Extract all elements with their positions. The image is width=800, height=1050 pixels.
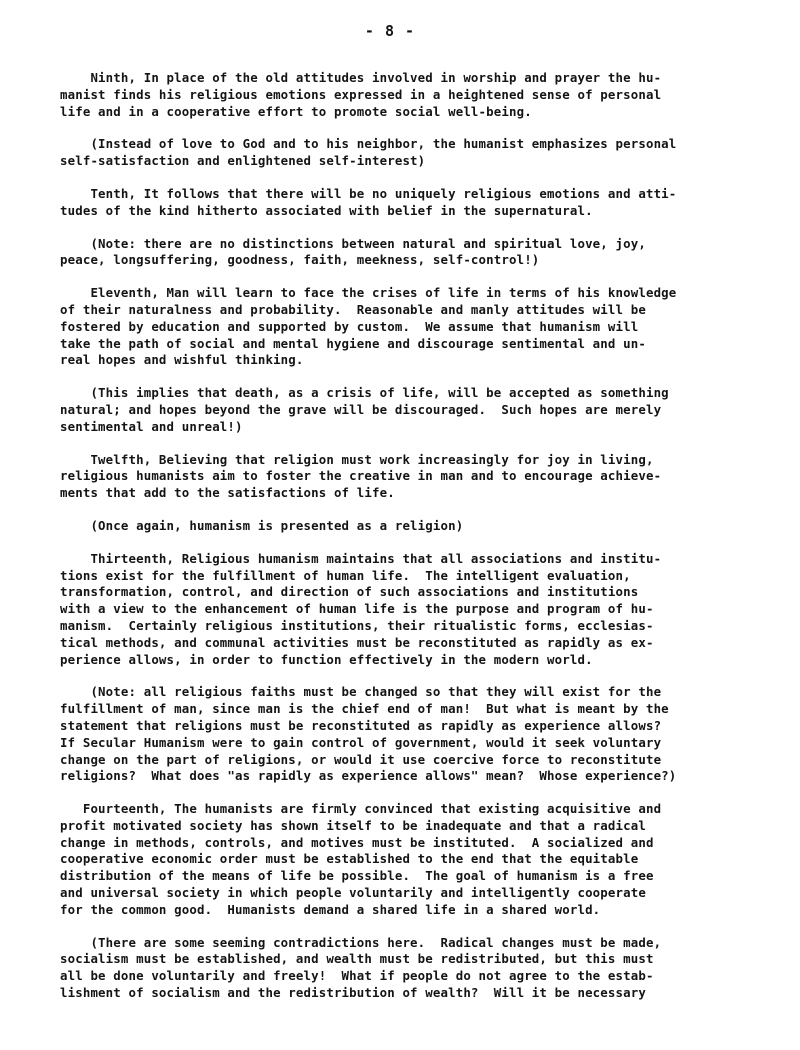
text-line: life and in a cooperative effort to promote social well-being.	[60, 103, 532, 119]
text-line: (Note: there are no distinctions between natural and spiritual love, joy,	[60, 235, 646, 251]
text-line: transformation, control, and direction of such associations and institutions	[60, 584, 639, 600]
text-line: of their naturalness and probability. Reasonable and manly attitudes will be	[60, 301, 646, 317]
text-line: tions exist for the fulfillment of human life. The intelligent evaluation,	[60, 567, 631, 583]
paragraph	[60, 801, 720, 919]
text-line: cooperative economic order must be established to the end that the equitable	[60, 851, 639, 867]
text-line: (There are some seeming contradictions here. Radical changes must be made,	[60, 934, 662, 950]
text-line: distribution of the means of life be possible. The goal of humanism is a free	[60, 868, 654, 884]
text-line: profit motivated society has shown itself to be inadequate and that a radical	[60, 817, 646, 833]
paragraph	[60, 70, 720, 120]
text-line: religions? What does "as rapidly as experience allows" mean? Whose experience?)	[60, 768, 677, 784]
text-line: real hopes and wishful thinking.	[60, 352, 304, 368]
text-line: (Once again, humanism is presented as a religion)	[60, 517, 464, 533]
text-line: fulfillment of man, since man is the chief end of man! But what is meant by the	[60, 701, 669, 717]
text-line: take the path of social and mental hygiene and discourage sentimental and un-	[60, 335, 646, 351]
text-line: sentimental and unreal!)	[60, 418, 243, 434]
paragraph	[60, 236, 720, 270]
text-line: statement that religions must be reconstituted as rapidly as experience allows?	[60, 717, 662, 733]
text-line: perience allows, in order to function effectively in the modern world.	[60, 651, 593, 667]
text-line: peace, longsuffering, goodness, faith, meekness, self-control!)	[60, 252, 540, 268]
paragraph	[60, 136, 720, 170]
text-line: ments that add to the satisfactions of life.	[60, 485, 395, 501]
page-number: - 8 -	[364, 22, 416, 40]
text-line: Tenth, It follows that there will be no uniquely religious emotions and atti-	[60, 185, 677, 201]
text-line: for the common good. Humanists demand a shared life in a shared world.	[60, 901, 601, 917]
text-line: tical methods, and communal activities must be reconstituted as rapidly as ex-	[60, 634, 654, 650]
paragraph	[60, 285, 720, 369]
text-line: manist finds his religious emotions expressed in a heightened sense of personal	[60, 86, 662, 102]
paragraph	[60, 684, 720, 785]
text-line: change on the part of religions, or would it use coercive force to reconstitute	[60, 751, 662, 767]
text-line: all be done voluntarily and freely! What if people do not agree to the estab-	[60, 968, 654, 984]
text-line: religious humanists aim to foster the creative in man and to encourage achieve-	[60, 468, 662, 484]
text-line: change in methods, controls, and motives must be instituted. A socialized and	[60, 834, 654, 850]
text-line: natural; and hopes beyond the grave will be discouraged. Such hopes are merely	[60, 401, 662, 417]
text-line: (Note: all religious faiths must be changed so that they will exist for the	[60, 684, 662, 700]
text-line: Eleventh, Man will learn to face the crises of life in terms of his knowledge	[60, 285, 677, 301]
text-line: Twelfth, Believing that religion must work increasingly for joy in living,	[60, 451, 654, 467]
text-line: tudes of the kind hitherto associated with belief in the supernatural.	[60, 202, 593, 218]
text-line: lishment of socialism and the redistribution of wealth? Will it be necessary	[60, 985, 646, 1001]
text-line: self-satisfaction and enlightened self-interest)	[60, 153, 426, 169]
document-body	[60, 70, 720, 1002]
text-line: fostered by education and supported by custom. We assume that humanism will	[60, 318, 639, 334]
paragraph	[60, 385, 720, 435]
text-line: socialism must be established, and wealth must be redistributed, but this must	[60, 951, 654, 967]
paragraph	[60, 452, 720, 502]
text-line: Fourteenth, The humanists are firmly convinced that existing acquisitive and	[60, 801, 662, 817]
paragraph	[60, 551, 720, 669]
text-line: and universal society in which people voluntarily and intelligently cooperate	[60, 885, 646, 901]
text-line: If Secular Humanism were to gain control of government, would it seek voluntary	[60, 734, 662, 750]
paragraph	[60, 518, 720, 535]
text-line: manism. Certainly religious institutions, their ritualistic forms, ecclesias-	[60, 617, 654, 633]
text-line: (Instead of love to God and to his neighbor, the humanist emphasizes personal	[60, 136, 677, 152]
text-line: Ninth, In place of the old attitudes involved in worship and prayer the hu-	[60, 70, 662, 85]
paragraph	[60, 186, 720, 220]
text-line: Thirteenth, Religious humanism maintains that all associations and institu-	[60, 550, 662, 566]
text-line: with a view to the enhancement of human life is the purpose and program of hu-	[60, 601, 654, 617]
text-line: (This implies that death, as a crisis of life, will be accepted as something	[60, 385, 669, 401]
paragraph	[60, 935, 720, 1002]
